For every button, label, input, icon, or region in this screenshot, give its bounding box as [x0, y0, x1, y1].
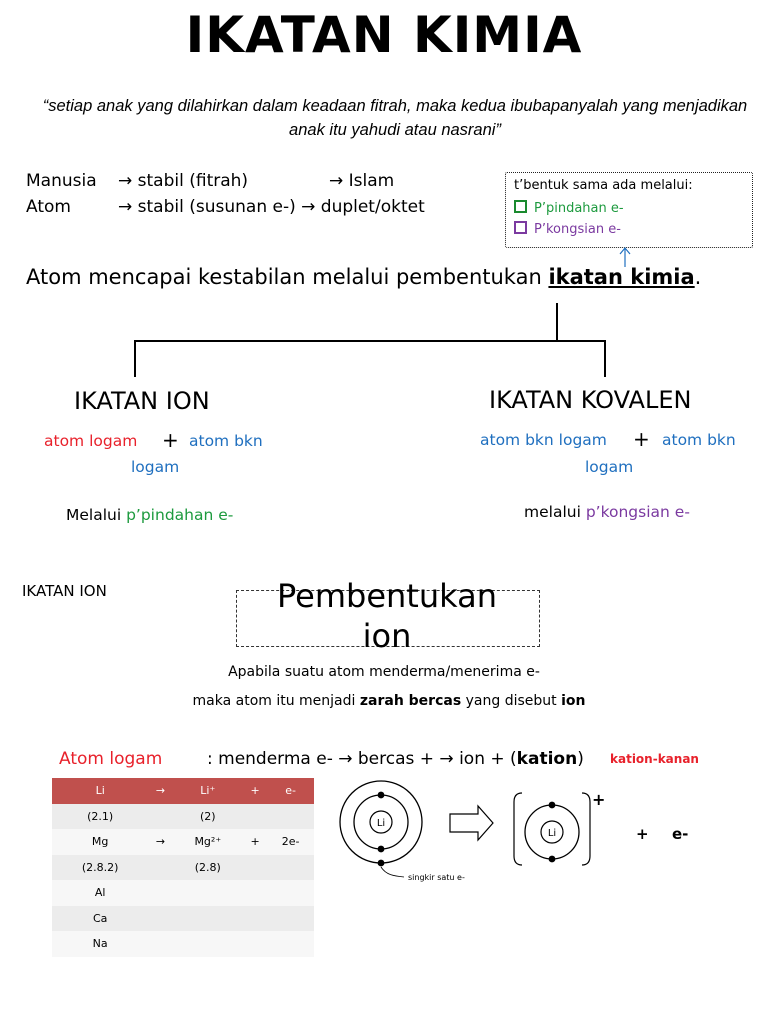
covalent-nonmetal-atom-b-line2: logam	[585, 458, 634, 476]
ionic-via-label: Melalui	[66, 506, 127, 524]
formation-box-item-sharing	[514, 221, 621, 237]
table-cell: +	[243, 829, 267, 855]
metal-atom-description	[207, 749, 584, 769]
electron	[378, 846, 385, 853]
row-manusia-islam: → Islam	[329, 171, 395, 191]
metal-atom-kation: kation	[516, 749, 578, 769]
formation-box-item-transfer	[514, 200, 624, 216]
table-cell: (2)	[173, 804, 243, 830]
covalent-via-sharing: p’kongsian e-	[585, 503, 690, 521]
covalent-via-label: melalui	[524, 503, 586, 521]
pembentukan-title-line2: ion	[362, 617, 412, 655]
electron	[378, 792, 385, 799]
quote-text: “setiap anak yang dilahirkan dalam keadaan fitrah, maka kedua ibubapanyalah yang menjadikan anak itu yahudi atau nasrani”	[42, 97, 748, 139]
table-cell	[243, 880, 267, 906]
table-header-cell: →	[148, 778, 172, 804]
formation-box	[505, 172, 753, 248]
ion-nucleus-label: Li	[547, 828, 557, 839]
remove-electron-note: singkir satu e-	[408, 873, 465, 882]
metal-atom-label: Atom logam	[59, 749, 163, 769]
table-cell	[173, 931, 243, 957]
covalent-via	[524, 503, 690, 521]
table-row	[52, 829, 314, 855]
kation-note: kation-kanan	[610, 752, 699, 766]
definition-line2-pre: maka atom itu menjadi	[192, 693, 360, 709]
table-row	[52, 880, 314, 906]
plus-sign: +	[636, 825, 649, 843]
pembentukan-title-line1: Pembentukan	[277, 577, 497, 615]
metal-atom-description-post: )	[577, 749, 584, 769]
table-cell: (2.8)	[173, 855, 243, 881]
table-cell: (2.1)	[52, 804, 148, 830]
section-label: IKATAN ION	[22, 582, 107, 600]
lithium-ion	[514, 790, 605, 865]
definition-keyword-charged: zarah bercas	[359, 693, 462, 709]
table-cell: Na	[52, 931, 148, 957]
definition-line2	[0, 693, 768, 709]
table-cell	[243, 906, 267, 932]
valence-electron	[378, 860, 385, 867]
table-header-row	[52, 778, 314, 804]
lithium-ion-diagram	[330, 775, 730, 887]
left-bracket	[514, 793, 522, 865]
formation-box-item-sharing-label: P’kongsian e-	[534, 222, 621, 237]
table-cell: Mg²⁺	[173, 829, 243, 855]
table-row	[52, 931, 314, 957]
table-cell: →	[148, 829, 172, 855]
table-cell: Ca	[52, 906, 148, 932]
covalent-bond-heading: IKATAN KOVALEN	[489, 386, 692, 414]
formation-box-header: t’bentuk sama ada melalui:	[514, 178, 693, 193]
definition-line2-mid: yang disebut	[461, 693, 562, 709]
table-header-cell: e-	[267, 778, 314, 804]
ion-charge: +	[592, 790, 606, 809]
table-row	[52, 855, 314, 881]
tree-branch-line	[134, 340, 606, 342]
table-cell	[243, 931, 267, 957]
formation-box-item-transfer-label: P’pindahan e-	[534, 201, 624, 216]
table-cell	[267, 931, 314, 957]
hollow-arrow-icon	[450, 806, 493, 840]
table-cell	[148, 880, 172, 906]
table-cell	[267, 906, 314, 932]
main-sentence-post: .	[694, 265, 702, 289]
free-electron: e-	[672, 825, 689, 843]
ion-formation-table	[52, 778, 314, 957]
table-cell	[173, 880, 243, 906]
electron	[549, 856, 556, 863]
ionic-metal-atom: atom logam	[44, 432, 138, 450]
table-header-cell: +	[243, 778, 267, 804]
pembentukan-title	[236, 576, 538, 656]
main-sentence-keyword: ikatan kimia	[548, 265, 695, 289]
covalent-nonmetal-atom-a: atom bkn logam	[480, 431, 607, 449]
table-row	[52, 804, 314, 830]
main-sentence	[26, 265, 701, 289]
table-cell	[148, 931, 172, 957]
checkbox-icon	[514, 200, 527, 213]
covalent-plus: +	[633, 427, 650, 451]
tree-right-line	[604, 340, 606, 377]
ionic-nonmetal-atom: atom bkn	[189, 432, 263, 450]
table-row	[52, 906, 314, 932]
ionic-via-transfer: p’pindahan e-	[126, 506, 234, 524]
page-title: IKATAN KIMIA	[185, 6, 583, 64]
definition-line1: Apabila suatu atom menderma/menerima e-	[228, 664, 540, 680]
table-cell	[243, 804, 267, 830]
checkbox-icon	[514, 221, 527, 234]
ionic-nonmetal-atom-line2: logam	[131, 458, 180, 476]
ionic-via	[66, 506, 233, 524]
electron	[549, 802, 556, 809]
tree-left-line	[134, 340, 136, 377]
table-cell	[173, 906, 243, 932]
table-cell	[267, 880, 314, 906]
row-manusia-label: Manusia	[26, 171, 97, 191]
table-cell	[148, 855, 172, 881]
right-bracket	[582, 793, 590, 865]
covalent-nonmetal-atom-b: atom bkn	[662, 431, 736, 449]
table-cell: Al	[52, 880, 148, 906]
definition-keyword-ion: ion	[561, 693, 586, 709]
table-cell	[148, 804, 172, 830]
table-cell	[243, 855, 267, 881]
row-atom-stabil: → stabil (susunan e-) → duplet/oktet	[118, 197, 425, 217]
tree-trunk-line	[556, 303, 558, 340]
ionic-plus: +	[162, 428, 179, 452]
table-cell: (2.8.2)	[52, 855, 148, 881]
table-cell: 2e-	[267, 829, 314, 855]
table-cell	[267, 855, 314, 881]
table-header-cell: Li⁺	[173, 778, 243, 804]
metal-atom-description-pre: : menderma e- → bercas + → ion + (	[207, 749, 517, 769]
table-cell	[148, 906, 172, 932]
nucleus-label: Li	[376, 818, 386, 829]
lithium-atom	[340, 781, 465, 882]
table-cell	[267, 804, 314, 830]
main-sentence-pre: Atom mencapai kestabilan melalui pembentukan	[26, 265, 549, 289]
ionic-bond-heading: IKATAN ION	[74, 387, 210, 415]
pointer-line	[381, 867, 404, 877]
row-atom-label: Atom	[26, 197, 71, 217]
row-manusia-stabil: → stabil (fitrah)	[118, 171, 249, 191]
table-cell: Mg	[52, 829, 148, 855]
table-header-cell: Li	[52, 778, 148, 804]
